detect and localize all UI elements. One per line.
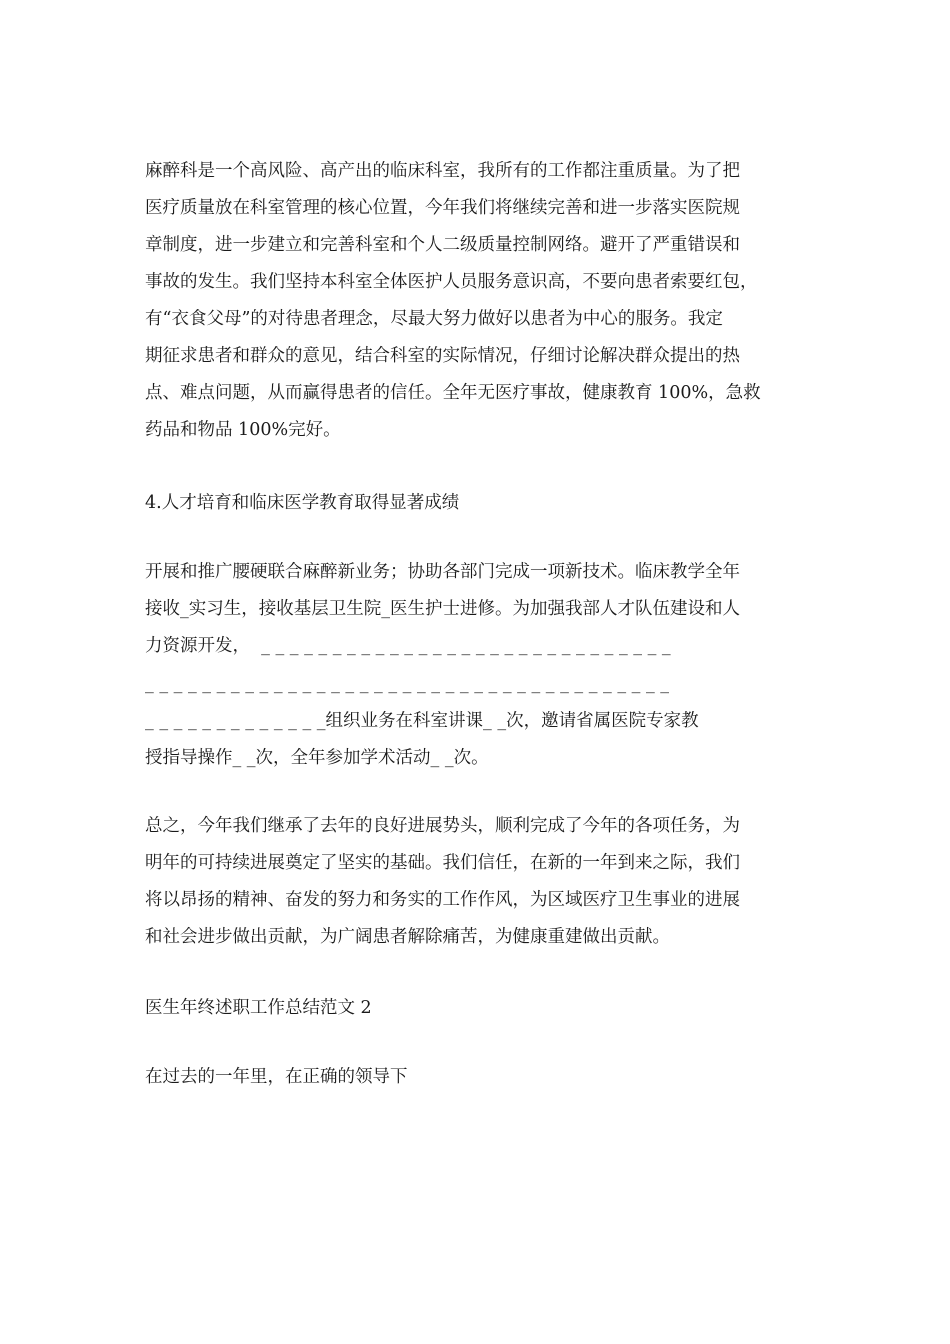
text-line: 医疗质量放在科室管理的核心位置，今年我们将继续完善和进一步落实医院规: [145, 198, 740, 218]
text-line: _ _ _ _ _ _ _ _ _ _ _ _ _ _ _ _ _ _ _ _ _ _ _ _ _ _ _ _ _ _ _ _ _ _ _ _ _: [145, 674, 670, 694]
text-line: 药品和物品 100%完好。: [145, 420, 341, 440]
text-line: 麻醉科是一个高风险、高产出的临床科室，我所有的工作都注重质量。为了把: [145, 161, 740, 181]
text-line: 明年的可持续进展奠定了坚实的基础。我们信任，在新的一年到来之际，我们: [145, 853, 740, 873]
text-line: 有“衣食父母”的对待患者理念，尽最大努力做好以患者为中心的服务。我定: [145, 309, 723, 329]
text-line: 点、难点问题，从而赢得患者的信任。全年无医疗事故，健康教育 100%，急救: [145, 383, 761, 403]
text-line: 和社会进步做出贡献，为广阔患者解除痛苦，为健康重建做出贡献。: [145, 927, 670, 947]
text-line: 授指导操作_ _次，全年参加学术活动_ _次。: [145, 748, 489, 768]
document-subtitle: 医生年终述职工作总结范文 2: [145, 998, 372, 1018]
text-line: 将以昂扬的精神、奋发的努力和务实的工作作风，为区域医疗卫生事业的进展: [145, 890, 740, 910]
text-line: 接收_实习生，接收基层卫生院_医生护士进修。为加强我部人才队伍建设和人: [145, 599, 740, 619]
text-line: 章制度，进一步建立和完善科室和个人二级质量控制网络。避开了严重错误和: [145, 235, 740, 255]
section-heading: 4.人才培育和临床医学教育取得显著成绩: [145, 493, 460, 513]
text-line: 力资源开发， _ _ _ _ _ _ _ _ _ _ _ _ _ _ _ _ _ _ _ _ _ _ _ _ _ _ _ _ _: [145, 636, 671, 656]
text-line: 事故的发生。我们坚持本科室全体医护人员服务意识高，不要向患者索要红包，: [145, 272, 758, 292]
text-line: 总之，今年我们继承了去年的良好进展势头，顺利完成了今年的各项任务，为: [145, 816, 740, 836]
paragraph-intro: 在过去的一年里，在正确的领导下: [145, 1067, 408, 1087]
text-line: 开展和推广腰硬联合麻醉新业务；协助各部门完成一项新技术。临床教学全年: [145, 562, 740, 582]
text-line: 期征求患者和群众的意见，结合科室的实际情况，仔细讨论解决群众提出的热: [145, 346, 740, 366]
text-line: _ _ _ _ _ _ _ _ _ _ _ _ _组织业务在科室讲课_ _次，邀请省属医院专家教: [145, 711, 699, 731]
